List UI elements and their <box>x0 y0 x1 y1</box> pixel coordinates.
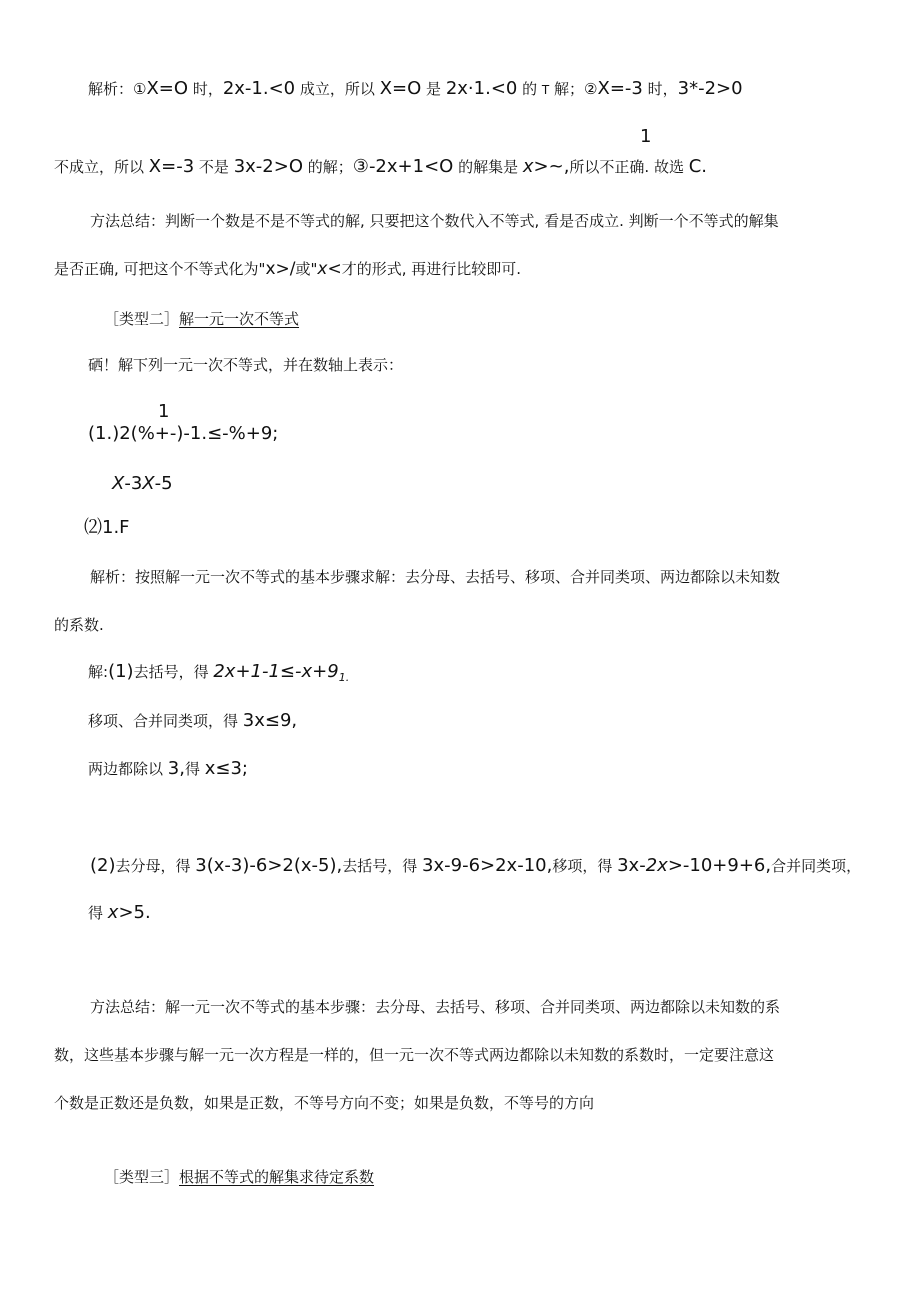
type-2-title: 解一元一次不等式 <box>179 310 300 328</box>
method-summary-1-line-1: 方法总结：判断一个数是不是不等式的解, 只要把这个数代入不等式, 看是否成立. 判断一个不等式的解集 <box>90 212 779 230</box>
type-3-title: 根据不等式的解集求待定系数 <box>179 1168 375 1186</box>
analysis-line-2: 不成立，所以 X=-3 不是 3x-2>O 的解；③-2x+1<O 的解集是 x>~,所以不正确. 故选 C. <box>54 156 708 177</box>
solution-2-line-1: (2)去分母，得 3(x-3)-6>2(x-5),去括号，得 3x-9-6>2x-10,移项，得 3x-2x>-10+9+6,合并同类项， <box>90 855 862 876</box>
type-2-heading: ［类型二］解一元一次不等式 <box>104 310 300 328</box>
fraction-numerator-1: 1 <box>640 126 652 147</box>
problem-1-expression: (1.)2(%+-)-1.≤-%+9; <box>88 423 279 444</box>
analysis-line-1: 解析：①X=O 时，2x-1.<0 成立，所以 X=O 是 2x·1.<0 的 T 解；②X=-3 时，3*-2>0 <box>88 78 743 99</box>
problem-2-numerators: X-3X-5 <box>112 473 173 494</box>
problem-2-expression: ⑵1.F <box>84 517 130 538</box>
method-summary-2-line-3: 个数是正数还是负数，如果是正数，不等号方向不变；如果是负数，不等号的方向 <box>54 1094 595 1112</box>
type-3-heading: ［类型三］根据不等式的解集求待定系数 <box>104 1168 375 1186</box>
analysis-2-line-1: 解析：按照解一元一次不等式的基本步骤求解：去分母、去括号、移项、合并同类项、两边都除以未知数 <box>90 568 781 586</box>
method-summary-2-line-1: 方法总结：解一元一次不等式的基本步骤：去分母、去括号、移项、合并同类项、两边都除以未知数的系 <box>90 998 781 1016</box>
solution-2-line-2: 得 x>5. <box>88 902 151 923</box>
solution-step-1: 解:(1)去括号，得 $2x+1-1\le-x+9_{1.}$ <box>88 661 350 684</box>
method-summary-2-line-2: 数，这些基本步骤与解一元一次方程是一样的，但一元一次不等式两边都除以未知数的系数时，一定要注意这 <box>54 1046 775 1064</box>
method-summary-1-line-2: 是否正确, 可把这个不等式化为"x>/或"x<才的形式, 再进行比较即可. <box>54 259 522 279</box>
solution-step-3: 两边都除以 3,得 x≤3; <box>88 758 249 779</box>
analysis-2-line-2: 的系数. <box>54 616 104 634</box>
fraction-numerator-2: 1 <box>158 401 170 422</box>
example-prompt: 硒！解下列一元一次不等式，并在数轴上表示： <box>88 356 404 374</box>
solution-step-2: 移项、合并同类项，得 3x≤9, <box>88 710 298 731</box>
